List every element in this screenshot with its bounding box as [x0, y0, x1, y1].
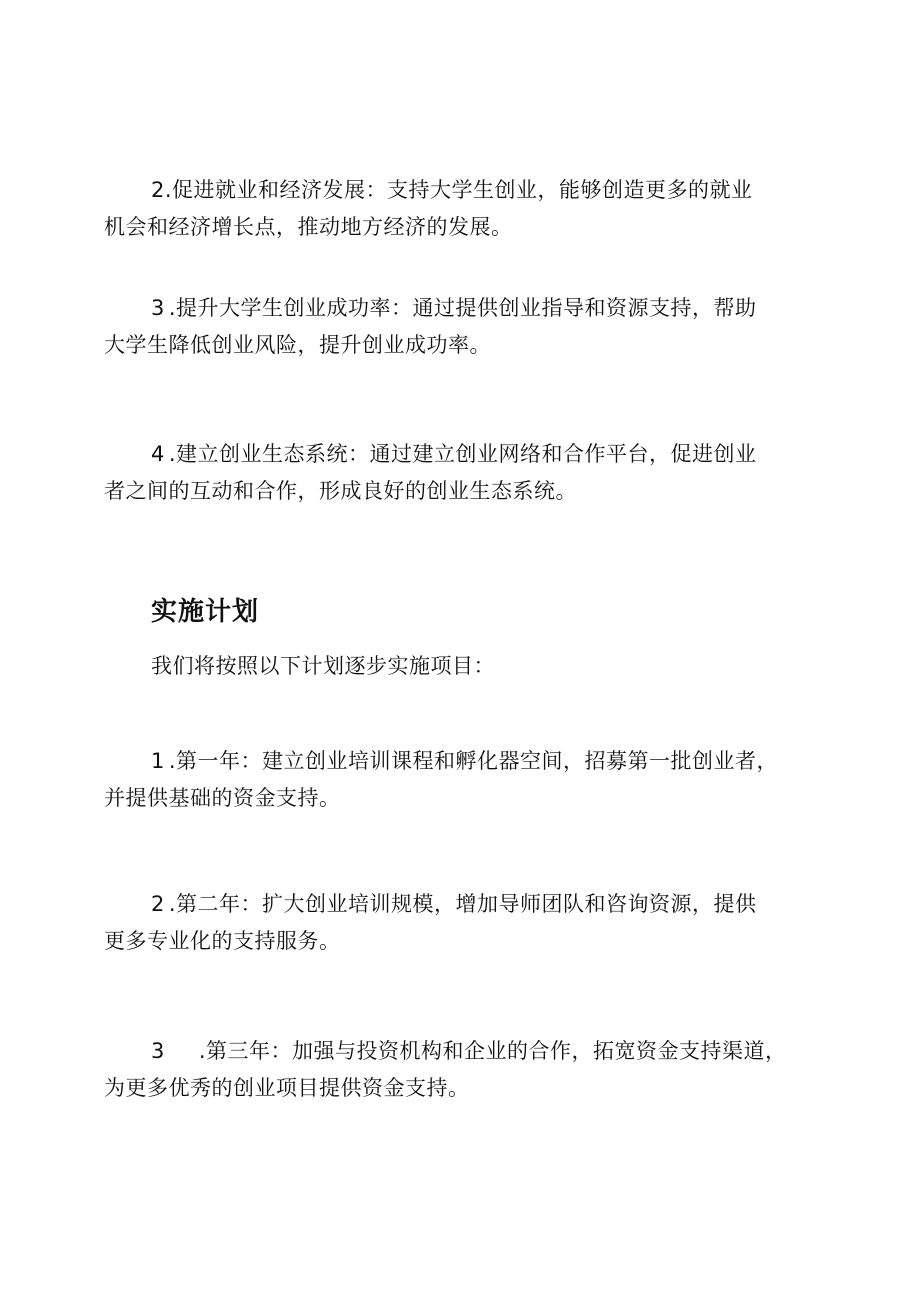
- goal-number: 3: [151, 296, 165, 320]
- section-heading: 实施计划: [151, 597, 260, 627]
- goal-text-line2: 者之间的互动和合作，形成良好的创业生态系统。: [104, 479, 577, 503]
- step-number: 2: [151, 892, 165, 916]
- goal-number: 4: [151, 442, 165, 466]
- plan-step-1: [104, 743, 820, 817]
- goal-text-line2: 大学生降低创业风险，提升创业成功率。: [104, 333, 491, 357]
- step-text-line2: 为更多优秀的创业项目提供资金支持。: [104, 1076, 470, 1100]
- section-intro: 我们将按照以下计划逐步实施项目：: [151, 654, 495, 678]
- goal-item-3: [104, 290, 820, 364]
- step-number: 3: [151, 1039, 165, 1063]
- goal-text-line1: .建立创业生态系统：通过建立创业网络和合作平台，促进创业: [168, 442, 757, 466]
- goal-item-4: [104, 436, 820, 510]
- step-number: 1: [151, 749, 165, 773]
- step-text-line1: .第一年：建立创业培训课程和孵化器空间，招募第一批创业者，: [168, 749, 779, 773]
- goal-text-line1: .提升大学生创业成功率：通过提供创业指导和资源支持，帮助: [168, 296, 757, 320]
- goal-text-line1: .促进就业和经济发展：支持大学生创业，能够创造更多的就业: [164, 178, 753, 202]
- step-text-line2: 更多专业化的支持服务。: [104, 929, 341, 953]
- goal-item-2: [104, 172, 820, 246]
- goal-number: 2: [151, 178, 165, 202]
- step-text-line2: 并提供基础的资金支持。: [104, 786, 341, 810]
- step-text-line1: .第二年：扩大创业培训规模，增加导师团队和咨询资源，提供: [168, 892, 757, 916]
- plan-step-3: [104, 1033, 820, 1107]
- step-text-line1: .第三年：加强与投资机构和企业的合作，拓宽资金支持渠道，: [198, 1039, 787, 1063]
- plan-step-2: [104, 886, 820, 960]
- goal-text-line2: 机会和经济增长点，推动地方经济的发展。: [104, 215, 513, 239]
